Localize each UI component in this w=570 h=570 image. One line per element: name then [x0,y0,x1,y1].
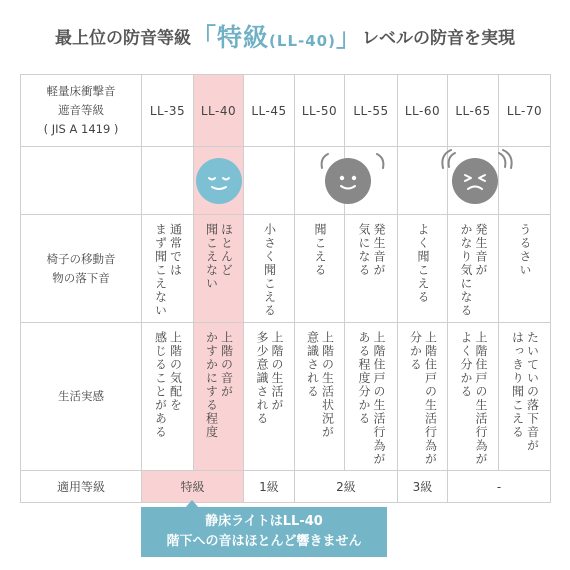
face-row-label [21,147,142,215]
sound-text [204,223,234,291]
life-text [408,331,438,466]
eye-left [465,175,471,181]
eye-left [340,176,344,180]
grade-row [21,471,551,503]
text-line: 発生音が [372,223,386,277]
text-line: 意識される [305,331,320,399]
wave-arc [499,153,505,167]
bracket-close: 」 [335,23,362,52]
callout-box [141,507,387,557]
level-ll60: LL-60 [398,75,448,147]
level-row [21,75,551,147]
level-ll70: LL-70 [499,75,551,147]
sound-cell-ll40 [194,215,244,323]
headline [0,18,570,54]
life-text [305,331,335,439]
sound-text [262,223,277,318]
life-row [21,323,551,471]
grade-2: 2級 [295,471,398,503]
text-line: 上階住戸の生活行為が [474,331,488,466]
eye-right [223,178,229,180]
sound-row-label-line: 椅子の移動音 [46,251,116,266]
level-ll65: LL-65 [448,75,499,147]
sound-text [312,223,327,277]
text-line: 気になる [357,223,371,277]
eye-right [352,176,356,180]
life-cell-ll45 [244,323,295,471]
text-line: 上階の生活状況が [320,331,335,439]
header-label [21,75,142,147]
life-text [356,331,386,466]
mouth [212,187,226,189]
level-ll50: LL-50 [295,75,345,147]
headline-before: 最上位の防音等級 [55,28,191,49]
distressed-face-svg [452,158,498,204]
text-line: 聞こえない [204,223,219,291]
distressed-face-icon [452,158,498,204]
life-text [153,331,183,439]
text-line: かなり気になる [459,223,473,318]
life-cell-ll70 [499,323,551,471]
life-cell-ll55 [345,323,398,471]
sound-cell-ll45 [244,215,295,323]
callout-line1: 静床ライトはLL-40 [205,514,323,529]
text-line: まず聞こえない [153,223,168,318]
grade-none: - [448,471,551,503]
life-cell-ll65 [448,323,499,471]
mouth [468,187,482,190]
sound-row [21,215,551,323]
text-line: 上階の音が [219,331,234,399]
bracket-open: 「 [191,23,218,52]
sound-row-label [21,215,142,323]
text-line: 上階の生活が [270,331,284,412]
sound-text [415,223,430,304]
life-text [510,331,540,453]
sound-cell-ll70 [499,215,551,323]
calm-face-icon [196,158,242,204]
header-label-line: 遮音等級 [58,103,104,117]
text-line: 分かる [408,331,423,372]
text-line: かすかにする程度 [204,331,219,439]
calm-face-svg [196,158,242,204]
face-cell [244,147,295,215]
text-line: はっきり聞こえる [510,331,525,439]
sound-wave-icon [373,152,389,172]
level-ll35: LL-35 [142,75,194,147]
text-line: 小さく聞こえる [262,223,277,318]
grade-row-label: 適用等級 [21,471,142,503]
text-line: よく聞こえる [416,223,430,304]
level-ll45: LL-45 [244,75,295,147]
sound-cell-ll60 [398,215,448,323]
mouth [341,186,355,189]
grade-3: 3級 [398,471,448,503]
grade-1: 1級 [244,471,295,503]
sound-rating-table [20,74,551,503]
text-line: うるさい [518,223,532,277]
life-cell-ll40 [194,323,244,471]
text-line: 上階の気配を [168,331,183,412]
life-cell-ll35 [142,323,194,471]
text-line: 上階住戸の生活行為が [372,331,386,466]
header-label-line: 軽量床衝撃音 [46,84,116,98]
life-text [458,331,488,466]
grade-special: 特級 [142,471,244,503]
headline-after: レベルの防音を実現 [361,28,515,49]
life-row-label: 生活実感 [21,323,142,471]
life-text [204,331,234,439]
sound-text [458,223,488,318]
text-line: 上階住戸の生活行為が [423,331,438,466]
highlight-grade: 特級 [217,23,270,52]
level-ll40: LL-40 [194,75,244,147]
text-line: 多少意識される [255,331,269,426]
callout-line2: 階下への音はほとんど響きません [166,534,362,549]
life-cell-ll50 [295,323,345,471]
eye-left [209,178,215,180]
sound-cell-ll50 [295,215,345,323]
highlight-code: (LL-40) [269,32,336,50]
header-label-line: ( JIS A 1419 ) [43,122,119,136]
eye-right [479,175,485,181]
text-line: たいていの落下音が [525,331,540,453]
sound-text [356,223,386,277]
text-line: よく分かる [459,331,473,399]
loud-wave-icon [495,149,517,171]
text-line: ある程度分かる [357,331,371,426]
sound-cell-ll35 [142,215,194,323]
text-line: 感じることがある [153,331,168,439]
sound-text [153,223,183,318]
text-line: 聞こえる [313,223,327,277]
text-line: 発生音が [474,223,488,277]
text-line: ほとんど [219,223,234,277]
sound-cell-ll55 [345,215,398,323]
sound-row-label-line: 物の落下音 [52,270,110,285]
sound-cell-ll65 [448,215,499,323]
headline-highlight [191,23,362,52]
sound-text [517,223,532,277]
life-text [254,331,284,426]
smile-face-svg [325,158,371,204]
life-cell-ll60 [398,323,448,471]
text-line: 通常では [168,223,183,277]
level-ll55: LL-55 [345,75,398,147]
wave-arc [377,154,383,168]
face-cell [142,147,194,215]
smile-face-icon [325,158,371,204]
